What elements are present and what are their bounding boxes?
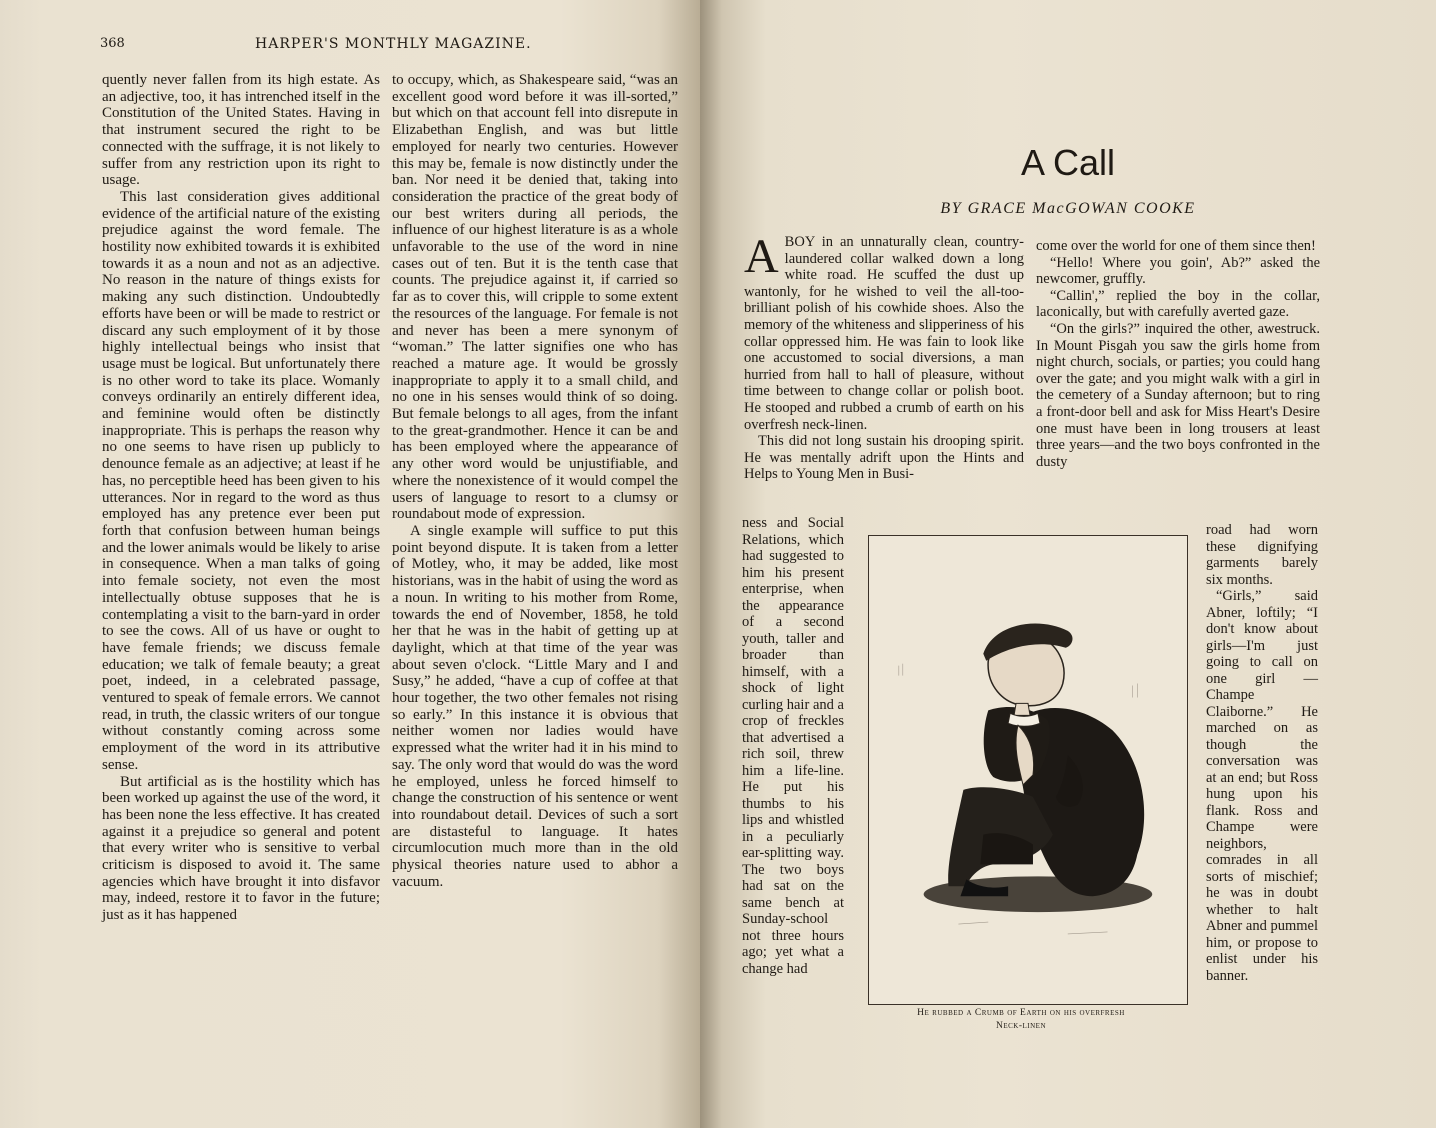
paragraph: But artificial as is the hostility which has been worked up against the use of the word, it has been none the less effective. It has created against it a prejudice so general and potent that every writer who is sensitive to verbal criticism is disposed to avoid it. The same agencies which have brought it into disfavor may, indeed, restore it to favor in the future; just as it has happened: [102, 773, 380, 924]
running-head: [100, 36, 670, 56]
paragraph: road had worn these dignifying garments barely six months.: [1206, 522, 1318, 588]
boy-illustration: [868, 535, 1188, 1005]
byline: BY GRACE MacGOWAN COOKE: [940, 200, 1196, 217]
paragraph: This did not long sustain his drooping spirit. He was mentally adrift upon the Hints and Helps to Young Men in Busi-: [744, 433, 1024, 483]
left-page: [0, 0, 700, 1128]
article-title: A Call: [1020, 142, 1116, 183]
right-column-2: [1036, 238, 1320, 470]
drop-cap: A: [744, 230, 779, 283]
paragraph: ness and Social Relations, which had suggested to him his present enterprise, when the appearance of a second youth, taller and broader than himself, with a shock of light curling hair and a crop of freckles that advertised a rich soil, threw him a life-line. He put his thumbs to his lips and whistled in a peculiarly ear-splitting way. The two boys had sat on the same bench at Sunday-school not three hours ago; yet what a change had: [742, 515, 844, 977]
paragraph: “Hello! Where you goin', Ab?” asked the newcomer, gruffly.: [1036, 254, 1320, 288]
paragraph: “On the girls?” inquired the other, awestruck. In Mount Pisgah you saw the girls home from night church, socials, or parties; you could hang over the gate; and you might walk with a girl in the cemetery of a Sunday afternoon; but to ring a front-door bell and ask for Miss Heart's Desire one must have been in long trousers at least three years—and the two boys confronted in the dusty: [1036, 320, 1320, 470]
paragraph: “Girls,” said Abner, loftily; “I don't know about girls—I'm just going to call on one girl — Champe Claiborne.” He marched on as though the conversation was at an end; but Ross hung upon his flank. Ross and Champe were neighbors, comrades in all sorts of mischief; he was in doubt whether to halt Abner and pummel him, or propose to enlist under his banner.: [1206, 588, 1318, 984]
paragraph: quently never fallen from its high estate. As an adjective, too, it has intrenched itself in the Constitution of the United States. Having in that instrument secured the right to be connected with the suffrage, it is not likely to suffer from any restriction upon its right to usage.: [102, 72, 380, 189]
paragraph: to occupy, which, as Shakespeare said, “was an excellent good word before it was ill-sorted,” but which on that account fell into disrepute in Elizabethan English, and was but little employed for nearly two centuries. However this may be, female is now distinctly under the ban. Nor need it be denied that, taking into consideration the practice of the great body of our best writers during all periods, the influence of our highest literature is as a whole unfavorable to the use of the word in nine cases out of ten. But it is the tenth case that counts. The prejudice against it, if carried so far as to cover this, will cripple to some extent the resources of the language. For female is not and never has been a mere synonym of “woman.” The latter signifies one who has reached a mature age. It would be grossly inappropriate to apply it to a small child, and no one in his senses would think of so doing. But female belongs to all ages, from the infant to the great-grandmother. Hence it can be and has been employed where the appearance of any other word would be unjustifiable, and where the nonexistence of it would compel the users of language to resort to a clumsy or roundabout mode of expression.: [392, 72, 678, 523]
left-column-2: [392, 72, 678, 890]
illustration-caption: [866, 1007, 1176, 1033]
right-column-1: [744, 230, 1024, 483]
illustration-wrap-left-text: [742, 515, 844, 977]
opening-paragraph: [744, 230, 1024, 433]
paragraph: This last consideration gives additional evidence of the artificial nature of the existing prejudice against the word female. The hostility now exhibited towards it is exhibited towards it as a noun and not as an adjective. No reason in the nature of things exists for making any such distinction. Undoubtedly efforts have been or will be made to restrict or discard any such employment of it by those highly intellectual beings who insist that usage must be logical. But unfortunately there is no other word to take its place. Womanly conveys ordinarily an entirely different idea, and feminine would often be distinctly inappropriate. This is perhaps the reason why no one seems to have risen up publicly to denounce female as an adjective; at least if he has, no perceptible heed has been given to his utterances. Nor in regard to the word as thus employed has any pretence ever been put forth that confusion between human beings and the lower animals would be likely to arise in consequence. When a man talks of going into female society, not even the most intellectually obtuse supposes that he is contemplating a visit to the barn-yard in order to see the cows. All of us have or ought to have female friends; we discuss female education; we talk of female beauty; a great poet, indeed, in a celebrated passage, ventured to speak of female errors. We cannot read, in truth, the classic writers of our tongue without constantly coming across some employment of the word in its attributive sense.: [102, 188, 380, 773]
paragraph: A single example will suffice to put this point beyond dispute. It is taken from a letter of Motley, who, it may be added, like most historians, was in the habit of using the word as a noun. In writing to his mother from Rome, towards the end of November, 1858, he told her that he was in the habit of getting up at daylight, which at that time of the year was about seven o'clock. “Little Mary and I and Susy,” he added, “have a cup of coffee at that hour together, the two other females not rising so early.” In this instance it is obvious that neither women nor ladies would have expressed what the writer had it in his mind to say. The only word that would do was the word he employed, unless he forced himself to change the construction of his sentence or went into roundabout detail. Devices of such a sort are distasteful to language. It hates circumlocution much more than in the old physical theories nature used to abhor a vacuum.: [392, 522, 678, 890]
opening-text: BOY in an unnaturally clean, country-laundered collar walked down a long white road. He scuffed the dust up wantonly, for he wished to veil the all-too-brilliant polish of his cowhide shoes. Also the memory of the whiteness and slipperiness of his collar oppressed him. He was fain to look like one accustomed to social diversions, a man hurried from hall to hall of pleasure, without time between to change collar or polish boot. He stooped and rubbed a crumb of earth on his overfresh neck-linen.: [744, 234, 1024, 433]
illustration-wrap-right-text: [1206, 522, 1318, 984]
page-number: 368: [100, 36, 125, 51]
paragraph: come over the world for one of them since then!: [1036, 238, 1316, 254]
paragraph: “Callin',” replied the boy in the collar, laconically, but with carefully averted gaze.: [1036, 287, 1320, 321]
left-column-1: [102, 72, 380, 924]
caption-line-1: He rubbed a Crumb of Earth on his overfresh: [917, 1008, 1125, 1018]
caption-line-2: Neck-linen: [995, 1021, 1047, 1031]
crouching-boy-drawing: [869, 536, 1187, 1004]
magazine-title: HARPER'S MONTHLY MAGAZINE.: [255, 36, 532, 52]
